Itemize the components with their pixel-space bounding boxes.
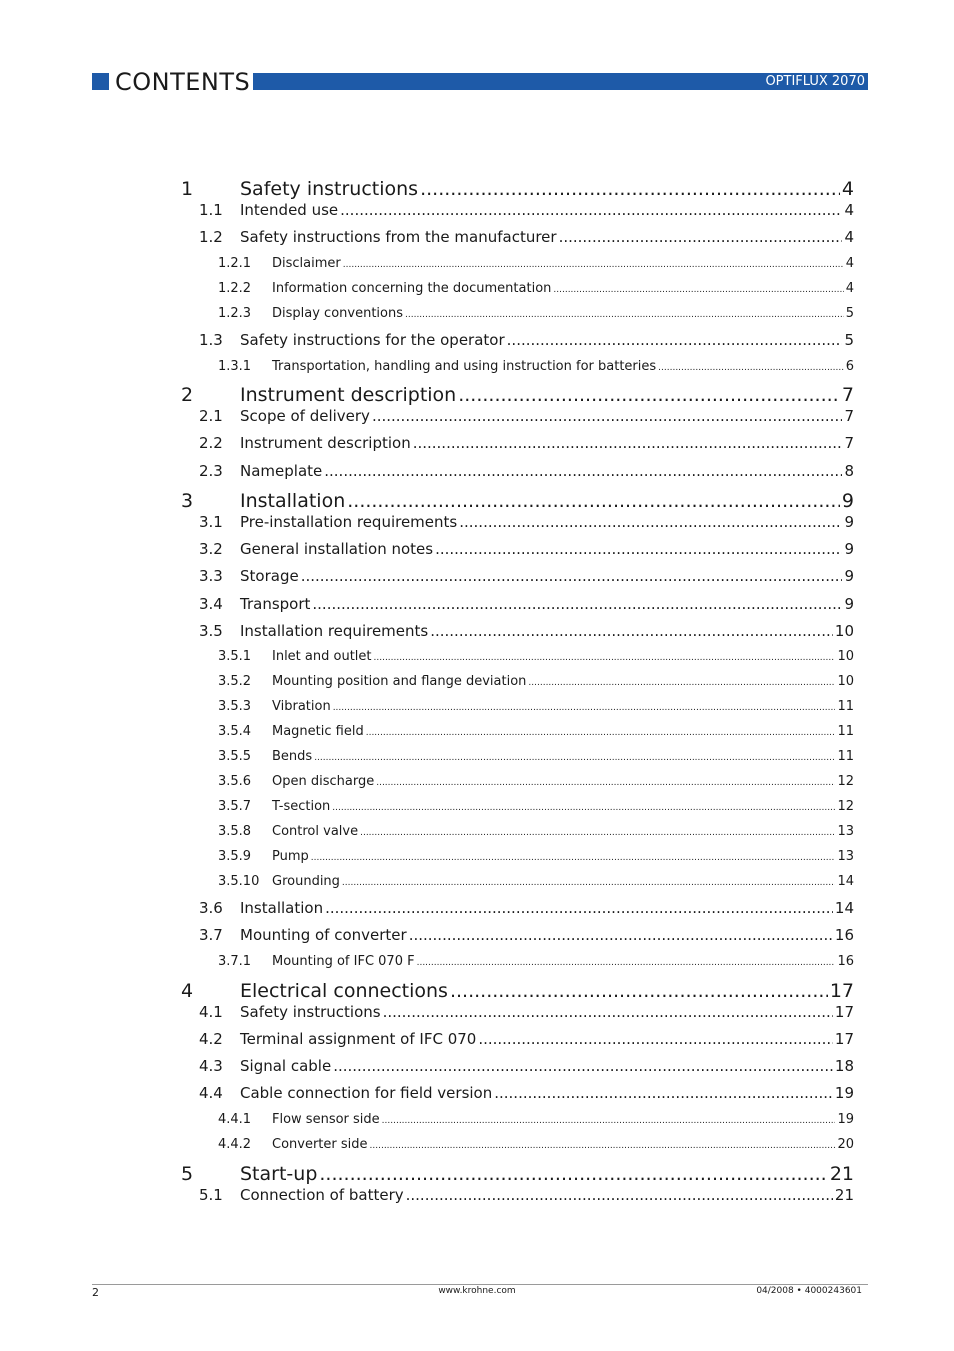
toc-entry-title: General installation notes xyxy=(240,540,434,558)
toc-entry-page: 19 xyxy=(837,1112,854,1127)
toc-dot-leader xyxy=(430,622,833,640)
toc-entry-page: 4 xyxy=(845,281,854,296)
toc-entry-page: 11 xyxy=(837,749,854,764)
toc-entry-line xyxy=(272,1112,854,1127)
toc-entry-title: Vibration xyxy=(272,699,331,714)
toc-dot-leader xyxy=(405,310,844,320)
toc-entry-page: 4 xyxy=(844,201,854,219)
toc-entry-line xyxy=(272,799,854,814)
toc-dot-leader xyxy=(383,1003,833,1021)
toc-entry-number: 1.2.3 xyxy=(218,306,252,321)
toc-entry-line xyxy=(240,513,854,531)
toc-entry-number: 3.5.7 xyxy=(218,799,252,814)
toc-entry-number: 3.2 xyxy=(199,540,223,558)
toc-entry-title: Mounting of converter xyxy=(240,926,407,944)
toc-entry-number: 1 xyxy=(181,178,194,200)
toc-entry-title: Mounting position and flange deviation xyxy=(272,674,527,689)
toc-entry-title: Installation xyxy=(240,490,346,512)
toc-dot-leader xyxy=(340,201,842,219)
toc-entry-line xyxy=(240,899,854,917)
toc-entry-number: 3.4 xyxy=(199,595,223,613)
toc-entry-title: Information concerning the documentation xyxy=(272,281,552,296)
toc-dot-leader xyxy=(342,878,836,888)
toc-entry-number: 3.5.10 xyxy=(218,874,260,889)
toc-entry-title: Instrument description xyxy=(240,434,411,452)
toc-dot-leader xyxy=(417,958,836,968)
toc-entry-number: 5.1 xyxy=(199,1186,223,1204)
toc-entry-number: 1.2.1 xyxy=(218,256,252,271)
toc-entry-page: 4 xyxy=(845,256,854,271)
toc-entry-line xyxy=(272,699,854,714)
toc-entry-page: 21 xyxy=(829,1163,854,1185)
toc-entry-number: 3.7.1 xyxy=(218,954,252,969)
toc-entry-line xyxy=(240,331,854,349)
toc-dot-leader xyxy=(301,567,843,585)
toc-entry-line xyxy=(240,980,854,1002)
toc-entry-line xyxy=(240,567,854,585)
toc-entry-number: 1.2 xyxy=(199,228,223,246)
toc-entry-title: Scope of delivery xyxy=(240,407,370,425)
toc-dot-leader xyxy=(553,285,843,295)
toc-entry-title: Mounting of IFC 070 F xyxy=(272,954,415,969)
toc-entry-page: 20 xyxy=(837,1137,854,1152)
toc-dot-leader xyxy=(559,228,843,246)
toc-entry-line xyxy=(272,1137,854,1152)
toc-entry-number: 3.3 xyxy=(199,567,223,585)
toc-entry-page: 5 xyxy=(845,306,854,321)
toc-entry-title: Intended use xyxy=(240,201,339,219)
toc-entry-line xyxy=(272,306,854,321)
toc-entry-page: 10 xyxy=(834,622,854,640)
toc-entry-number: 3.5.1 xyxy=(218,649,252,664)
toc-entry-line xyxy=(272,749,854,764)
toc-entry-page: 17 xyxy=(834,1003,854,1021)
toc-entry-number: 3.6 xyxy=(199,899,223,917)
toc-dot-leader xyxy=(343,260,844,270)
toc-entry-line xyxy=(240,384,854,406)
toc-entry-line xyxy=(272,359,854,374)
toc-entry-number: 3.5.2 xyxy=(218,674,252,689)
toc-entry-line xyxy=(240,595,854,613)
page-header xyxy=(92,67,868,97)
toc-entry-line xyxy=(240,1030,854,1048)
toc-entry-line xyxy=(240,1163,854,1185)
toc-entry-title: T-section xyxy=(272,799,331,814)
toc-entry-line xyxy=(272,874,854,889)
toc-dot-leader xyxy=(382,1116,836,1126)
toc-entry-number: 3 xyxy=(181,490,194,512)
toc-entry-page: 13 xyxy=(837,849,854,864)
toc-entry-number: 2.2 xyxy=(199,434,223,452)
toc-entry-page: 9 xyxy=(844,513,854,531)
toc-entry-number: 1.1 xyxy=(199,201,223,219)
toc-dot-leader xyxy=(459,513,842,531)
toc-entry-page: 9 xyxy=(841,490,854,512)
toc-entry-title: Installation xyxy=(240,899,324,917)
toc-entry-number: 5 xyxy=(181,1163,194,1185)
toc-entry-page: 19 xyxy=(834,1084,854,1102)
toc-entry-line xyxy=(240,228,854,246)
toc-entry-line xyxy=(240,407,854,425)
toc-entry-line xyxy=(272,674,854,689)
toc-entry-page: 10 xyxy=(837,674,854,689)
toc-entry-title: Electrical connections xyxy=(240,980,448,1002)
toc-entry-number: 2.3 xyxy=(199,462,223,480)
page-title: CONTENTS xyxy=(115,68,251,96)
toc-dot-leader xyxy=(376,778,835,788)
toc-entry-number: 3.5.5 xyxy=(218,749,252,764)
toc-entry-page: 17 xyxy=(829,980,854,1002)
toc-entry-page: 9 xyxy=(844,567,854,585)
toc-entry-page: 11 xyxy=(837,724,854,739)
toc-entry-title: Open discharge xyxy=(272,774,375,789)
toc-entry-line xyxy=(240,1186,854,1204)
toc-entry-page: 7 xyxy=(841,384,854,406)
toc-entry-title: Inlet and outlet xyxy=(272,649,372,664)
toc-entry-title: Control valve xyxy=(272,824,359,839)
toc-entry-line xyxy=(272,649,854,664)
toc-entry-number: 3.5.3 xyxy=(218,699,252,714)
toc-entry-line xyxy=(272,774,854,789)
toc-dot-leader xyxy=(314,753,835,763)
toc-entry-number: 2.1 xyxy=(199,407,223,425)
toc-entry-line xyxy=(240,1003,854,1021)
toc-entry-title: Connection of battery xyxy=(240,1186,404,1204)
toc-entry-page: 13 xyxy=(837,824,854,839)
toc-entry-page: 7 xyxy=(844,434,854,452)
toc-dot-leader xyxy=(406,1186,833,1204)
toc-entry-number: 4.3 xyxy=(199,1057,223,1075)
toc-entry-title: Disclaimer xyxy=(272,256,341,271)
toc-entry-page: 9 xyxy=(844,540,854,558)
toc-dot-leader xyxy=(450,980,828,1002)
toc-dot-leader xyxy=(360,828,835,838)
toc-entry-title: Pre-installation requirements xyxy=(240,513,458,531)
toc-dot-leader xyxy=(370,1141,836,1151)
toc-entry-title: Pump xyxy=(272,849,309,864)
toc-dot-leader xyxy=(409,926,833,944)
toc-entry-line xyxy=(240,1057,854,1075)
toc-entry-page: 12 xyxy=(837,799,854,814)
toc-entry-title: Safety instructions xyxy=(240,178,419,200)
toc-entry-page: 14 xyxy=(837,874,854,889)
toc-entry-line xyxy=(240,178,854,200)
toc-entry-line xyxy=(240,1084,854,1102)
toc-entry-line xyxy=(272,281,854,296)
toc-dot-leader xyxy=(333,1057,833,1075)
toc-entry-title: Safety instructions from the manufacturer xyxy=(240,228,557,246)
toc-entry-line xyxy=(272,824,854,839)
toc-entry-line xyxy=(240,462,854,480)
toc-dot-leader xyxy=(311,853,836,863)
toc-entry-page: 6 xyxy=(845,359,854,374)
toc-dot-leader xyxy=(528,678,835,688)
toc-entry-title: Bends xyxy=(272,749,313,764)
toc-dot-leader xyxy=(413,434,843,452)
toc-dot-leader xyxy=(372,407,843,425)
toc-dot-leader xyxy=(312,595,842,613)
toc-entry-page: 10 xyxy=(837,649,854,664)
toc-entry-number: 4.4.2 xyxy=(218,1137,252,1152)
toc-entry-title: Flow sensor side xyxy=(272,1112,380,1127)
toc-entry-page: 16 xyxy=(837,954,854,969)
toc-entry-page: 11 xyxy=(837,699,854,714)
toc-entry-title: Safety instructions for the operator xyxy=(240,331,505,349)
toc-entry-title: Storage xyxy=(240,567,299,585)
toc-entry-title: Instrument description xyxy=(240,384,457,406)
toc-entry-page: 7 xyxy=(844,407,854,425)
toc-entry-number: 1.3.1 xyxy=(218,359,252,374)
toc-dot-leader xyxy=(332,803,835,813)
toc-entry-page: 9 xyxy=(844,595,854,613)
footer-website: www.krohne.com xyxy=(438,1286,516,1296)
header-square-marker xyxy=(92,73,109,90)
toc-entry-page: 16 xyxy=(834,926,854,944)
toc-dot-leader xyxy=(478,1030,833,1048)
toc-entry-page: 5 xyxy=(844,331,854,349)
toc-entry-number: 2 xyxy=(181,384,194,406)
toc-entry-page: 21 xyxy=(834,1186,854,1204)
toc-entry-title: Cable connection for field version xyxy=(240,1084,493,1102)
toc-entry-number: 3.5.6 xyxy=(218,774,252,789)
toc-entry-number: 4 xyxy=(181,980,194,1002)
toc-entry-line xyxy=(240,540,854,558)
toc-entry-number: 4.1 xyxy=(199,1003,223,1021)
toc-dot-leader xyxy=(507,331,843,349)
toc-entry-number: 3.5.4 xyxy=(218,724,252,739)
toc-entry-line xyxy=(272,256,854,271)
toc-entry-title: Grounding xyxy=(272,874,340,889)
toc-entry-page: 4 xyxy=(841,178,854,200)
toc-entry-number: 4.4.1 xyxy=(218,1112,252,1127)
toc-dot-leader xyxy=(324,462,842,480)
toc-dot-leader xyxy=(319,1163,827,1185)
toc-dot-leader xyxy=(333,703,836,713)
toc-entry-page: 4 xyxy=(844,228,854,246)
toc-dot-leader xyxy=(658,363,844,373)
footer-divider xyxy=(92,1284,868,1285)
toc-entry-page: 8 xyxy=(844,462,854,480)
toc-dot-leader xyxy=(458,384,840,406)
toc-dot-leader xyxy=(494,1084,833,1102)
toc-dot-leader xyxy=(366,728,836,738)
toc-entry-line xyxy=(272,724,854,739)
toc-entry-title: Installation requirements xyxy=(240,622,429,640)
toc-entry-title: Display conventions xyxy=(272,306,403,321)
toc-entry-title: Nameplate xyxy=(240,462,323,480)
toc-entry-title: Magnetic field xyxy=(272,724,364,739)
toc-entry-page: 12 xyxy=(837,774,854,789)
toc-entry-number: 3.5.9 xyxy=(218,849,252,864)
toc-entry-line xyxy=(240,622,854,640)
toc-entry-page: 17 xyxy=(834,1030,854,1048)
toc-entry-number: 3.5.8 xyxy=(218,824,252,839)
toc-entry-line xyxy=(240,490,854,512)
toc-entry-line xyxy=(240,434,854,452)
toc-entry-number: 1.3 xyxy=(199,331,223,349)
toc-entry-title: Start-up xyxy=(240,1163,318,1185)
toc-entry-title: Terminal assignment of IFC 070 xyxy=(240,1030,477,1048)
toc-dot-leader xyxy=(420,178,840,200)
toc-entry-line xyxy=(240,201,854,219)
toc-entry-title: Transport xyxy=(240,595,311,613)
toc-entry-number: 3.1 xyxy=(199,513,223,531)
toc-entry-line xyxy=(272,954,854,969)
toc-entry-number: 3.7 xyxy=(199,926,223,944)
toc-entry-title: Converter side xyxy=(272,1137,368,1152)
toc-entry-line xyxy=(272,849,854,864)
toc-dot-leader xyxy=(347,490,840,512)
toc-dot-leader xyxy=(374,653,836,663)
toc-entry-page: 14 xyxy=(834,899,854,917)
toc-entry-page: 18 xyxy=(834,1057,854,1075)
toc-entry-number: 3.5 xyxy=(199,622,223,640)
toc-dot-leader xyxy=(435,540,842,558)
toc-entry-number: 1.2.2 xyxy=(218,281,252,296)
footer-page-number: 2 xyxy=(92,1286,99,1299)
footer-doc-reference: 04/2008 • 4000243601 xyxy=(756,1286,862,1296)
product-name: OPTIFLUX 2070 xyxy=(765,74,865,89)
toc-entry-number: 4.4 xyxy=(199,1084,223,1102)
toc-entry-line xyxy=(240,926,854,944)
toc-entry-number: 4.2 xyxy=(199,1030,223,1048)
toc-entry-title: Transportation, handling and using instruction for batteries xyxy=(272,359,657,374)
toc-entry-title: Signal cable xyxy=(240,1057,332,1075)
toc-dot-leader xyxy=(325,899,833,917)
toc-entry-title: Safety instructions xyxy=(240,1003,381,1021)
